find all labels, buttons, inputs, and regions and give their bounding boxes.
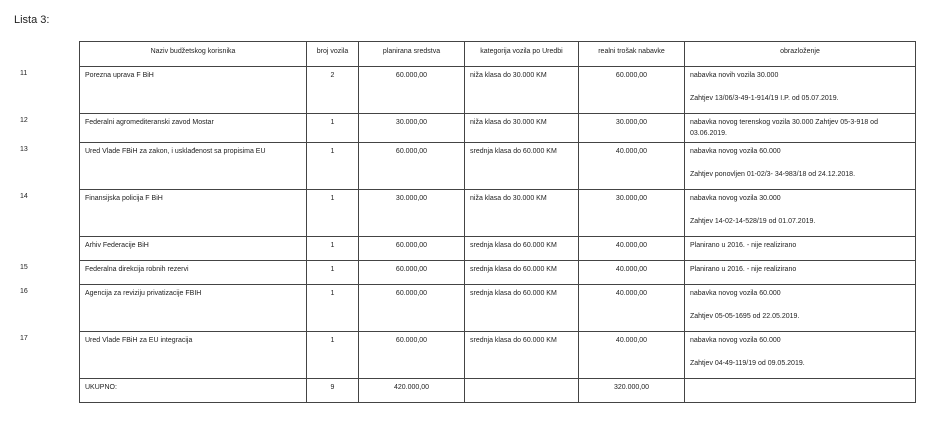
table-body <box>80 67 916 403</box>
cell-name: Federalni agromediteranski zavod Mostar <box>80 114 307 143</box>
cell-category: srednja klasa do 60.000 KM <box>465 237 579 261</box>
total-category-empty <box>465 379 579 403</box>
budget-vehicle-table <box>79 41 916 403</box>
cell-planned: 30.000,00 <box>359 190 465 237</box>
cell-note <box>685 143 916 190</box>
note-line-2: Zahtjev 04-49-119/19 od 09.05.2019. <box>690 360 805 367</box>
table-row <box>80 190 916 237</box>
col-header-cost: realni trošak nabavke <box>579 42 685 67</box>
row-number: 13 <box>20 145 28 153</box>
cell-planned: 60.000,00 <box>359 237 465 261</box>
table-row <box>80 143 916 190</box>
cell-category: srednja klasa do 60.000 KM <box>465 143 579 190</box>
note-line-1: Planirano u 2016. - nije realizirano <box>690 242 797 249</box>
total-cost: 320.000,00 <box>579 379 685 403</box>
table-row <box>80 237 916 261</box>
cell-count: 1 <box>307 190 359 237</box>
note-line-2: Zahtjev 05-05-1695 od 22.05.2019. <box>690 313 800 320</box>
cell-planned: 60.000,00 <box>359 332 465 379</box>
cell-count: 1 <box>307 332 359 379</box>
total-planned: 420.000,00 <box>359 379 465 403</box>
cell-name: Arhiv Federacije BiH <box>80 237 307 261</box>
cell-note <box>685 285 916 332</box>
table-header-row <box>80 42 916 67</box>
cell-cost: 40.000,00 <box>579 285 685 332</box>
cell-category: niža klasa do 30.000 KM <box>465 190 579 237</box>
cell-note <box>685 114 916 143</box>
table-row <box>80 114 916 143</box>
cell-planned: 60.000,00 <box>359 261 465 285</box>
cell-count: 1 <box>307 261 359 285</box>
cell-planned: 60.000,00 <box>359 67 465 114</box>
col-header-count: broj vozila <box>307 42 359 67</box>
cell-note <box>685 261 916 285</box>
cell-planned: 60.000,00 <box>359 143 465 190</box>
cell-name: Agencija za reviziju privatizacije FBIH <box>80 285 307 332</box>
cell-cost: 30.000,00 <box>579 114 685 143</box>
cell-cost: 40.000,00 <box>579 143 685 190</box>
cell-count: 1 <box>307 237 359 261</box>
col-header-name: Naziv budžetskog korisnika <box>80 42 307 67</box>
note-line-1: nabavka novog vozila 30.000 <box>690 195 781 202</box>
cell-category: srednja klasa do 60.000 KM <box>465 261 579 285</box>
col-header-planned: planirana sredstva <box>359 42 465 67</box>
note-line-2: Zahtjev 13/06/3-49-1-914/19 I.P. od 05.07.2019. <box>690 95 839 102</box>
cell-planned: 60.000,00 <box>359 285 465 332</box>
total-label: UKUPNO: <box>80 379 307 403</box>
table-row <box>80 285 916 332</box>
cell-count: 2 <box>307 67 359 114</box>
cell-category: srednja klasa do 60.000 KM <box>465 285 579 332</box>
col-header-note: obrazloženje <box>685 42 916 67</box>
cell-note <box>685 190 916 237</box>
note-line-2: Zahtjev 14-02-14-528/19 od 01.07.2019. <box>690 218 816 225</box>
table-row <box>80 261 916 285</box>
cell-note <box>685 67 916 114</box>
row-number: 17 <box>20 334 28 342</box>
cell-name: Federalna direkcija robnih rezervi <box>80 261 307 285</box>
cell-count: 1 <box>307 143 359 190</box>
cell-name: Ured Vlade FBiH za zakon, i usklađenost sa propisima EU <box>80 143 307 190</box>
total-note-empty <box>685 379 916 403</box>
cell-count: 1 <box>307 285 359 332</box>
row-number: 16 <box>20 287 28 295</box>
cell-cost: 40.000,00 <box>579 332 685 379</box>
cell-note <box>685 237 916 261</box>
note-line-1: nabavka novog vozila 60.000 <box>690 290 781 297</box>
total-row <box>80 379 916 403</box>
cell-name: Finansijska policija F BiH <box>80 190 307 237</box>
note-line-2: Zahtjev ponovljen 01-02/3- 34-983/18 od 24.12.2018. <box>690 171 856 178</box>
cell-cost: 60.000,00 <box>579 67 685 114</box>
cell-category: srednja klasa do 60.000 KM <box>465 332 579 379</box>
note-line-1: nabavka novog vozila 60.000 <box>690 148 781 155</box>
cell-name: Ured Vlade FBiH za EU integracija <box>80 332 307 379</box>
note-line-1: nabavka novog vozila 60.000 <box>690 337 781 344</box>
cell-cost: 40.000,00 <box>579 261 685 285</box>
table-row <box>80 67 916 114</box>
table-row <box>80 332 916 379</box>
row-number: 11 <box>20 69 28 77</box>
sheet-heading: Lista 3: <box>14 14 50 26</box>
note-line-1: nabavka novog terenskog vozila 30.000 Zahtjev 05-3-918 od 03.06.2019. <box>690 119 878 137</box>
cell-cost: 40.000,00 <box>579 237 685 261</box>
cell-name: Porezna uprava F BiH <box>80 67 307 114</box>
row-number: 14 <box>20 192 28 200</box>
cell-note <box>685 332 916 379</box>
cell-planned: 30.000,00 <box>359 114 465 143</box>
col-header-category: kategorija vozila po Uredbi <box>465 42 579 67</box>
note-line-1: Planirano u 2016. - nije realizirano <box>690 266 797 273</box>
note-line-1: nabavka novih vozila 30.000 <box>690 72 779 79</box>
cell-cost: 30.000,00 <box>579 190 685 237</box>
cell-category: niža klasa do 30.000 KM <box>465 67 579 114</box>
row-number: 15 <box>20 263 28 271</box>
row-number: 12 <box>20 116 28 124</box>
cell-count: 1 <box>307 114 359 143</box>
cell-category: niža klasa do 30.000 KM <box>465 114 579 143</box>
total-count: 9 <box>307 379 359 403</box>
